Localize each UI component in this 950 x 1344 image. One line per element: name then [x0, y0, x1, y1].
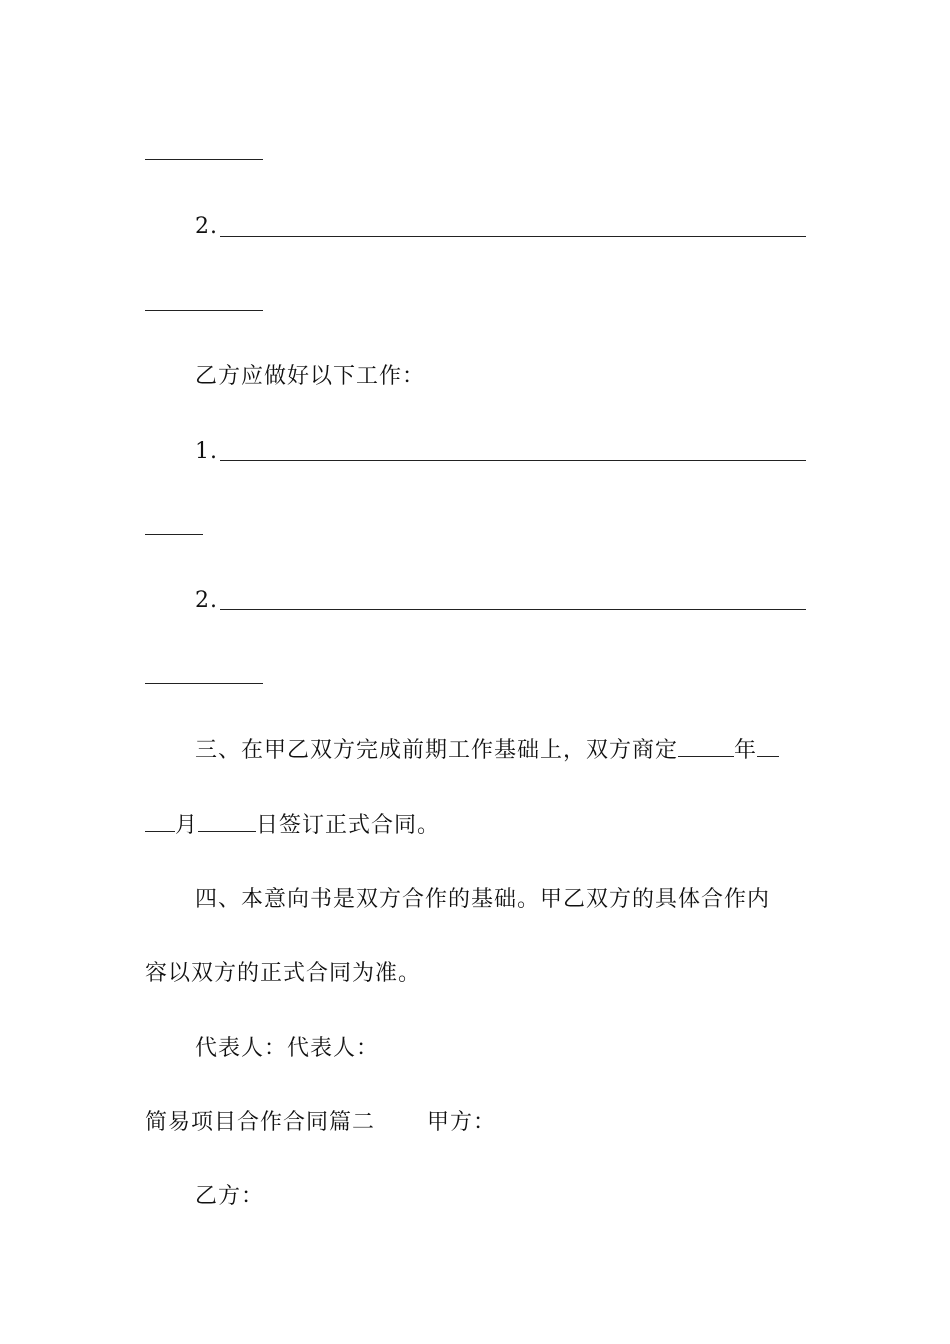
party-b-label: 乙方： [195, 1184, 265, 1209]
day-text: 日签订正式合同。 [256, 813, 441, 838]
month-blank-end [145, 811, 175, 832]
list-item [195, 437, 218, 467]
fill-in-line [145, 683, 263, 684]
clause-3-text: 三、在甲乙双方完成前期工作基础上，双方商定 [195, 738, 679, 763]
section-2-heading [145, 1108, 496, 1138]
list-item [195, 586, 218, 616]
fill-in-line [220, 609, 806, 610]
fill-in-line [145, 159, 263, 160]
item-number: 1. [195, 439, 218, 464]
fill-in-line [220, 460, 806, 461]
day-blank [198, 811, 256, 832]
party-b-intro: 乙方应做好以下工作： [195, 364, 426, 389]
representatives-line: 代表人：代表人： [195, 1036, 380, 1061]
party-a-label: 甲方： [427, 1110, 497, 1135]
fill-in-line [145, 310, 263, 311]
year-label: 年 [734, 738, 758, 763]
clause-4-line-1: 四、本意向书是双方合作的基础。甲乙双方的具体合作内 [195, 887, 771, 912]
fill-in-line [145, 534, 203, 535]
fill-in-line [220, 236, 806, 237]
list-item [195, 212, 218, 242]
item-number: 2. [195, 214, 218, 239]
month-label: 月 [175, 813, 199, 838]
clause-3-line-2 [145, 811, 440, 841]
clause-3-line-1 [195, 736, 779, 766]
month-blank-start [757, 736, 779, 757]
section-2-title: 简易项目合作合同篇二 [145, 1110, 376, 1135]
clause-4-line-2: 容以双方的正式合同为准。 [145, 961, 422, 986]
item-number: 2. [195, 588, 218, 613]
year-blank [678, 736, 734, 757]
